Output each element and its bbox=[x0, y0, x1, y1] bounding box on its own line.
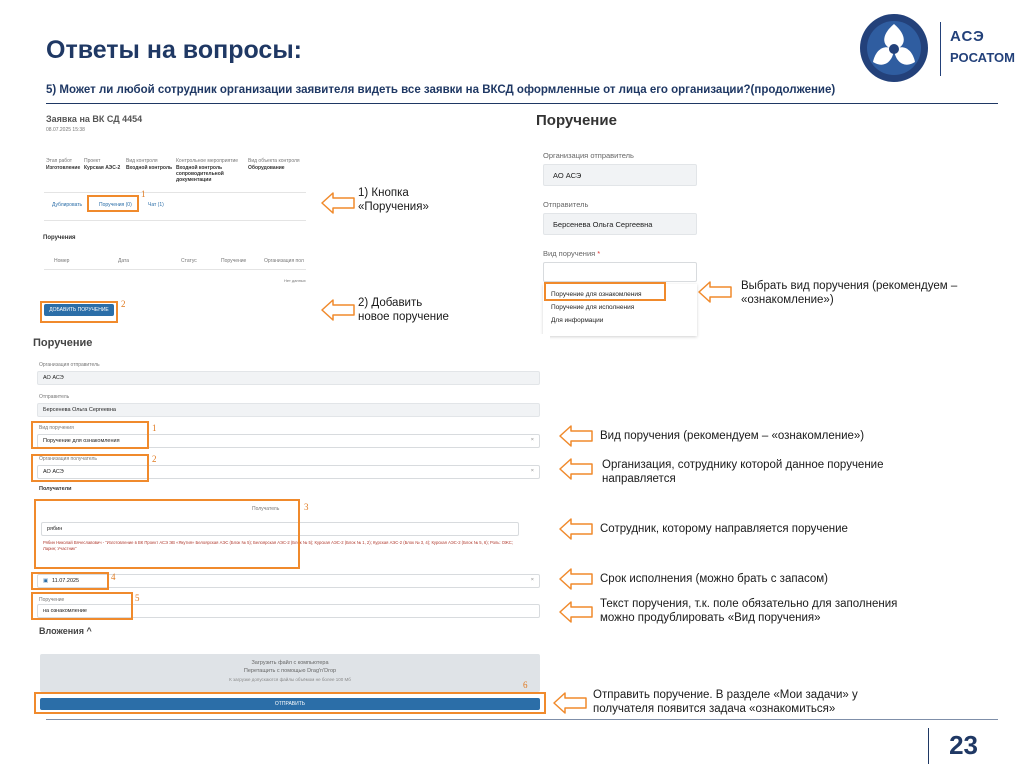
marker-form-6: 6 bbox=[523, 680, 528, 690]
highlight-receiver bbox=[34, 499, 300, 569]
val-event: Входной контроль сопроводительной документации bbox=[176, 165, 224, 183]
request-screenshot bbox=[38, 108, 310, 326]
form-instruction-label: Поручение bbox=[39, 597, 65, 603]
form-receivers-label: Получатели bbox=[39, 486, 72, 492]
val-control: Входной контроль bbox=[126, 165, 173, 171]
note-line: можно продублировать «Вид поручения» bbox=[600, 612, 821, 624]
form-attachments-label[interactable] bbox=[39, 626, 92, 636]
marker-form-1: 1 bbox=[152, 423, 157, 433]
slide-subtitle: 5) Может ли любой сотрудник организации заявителя видеть все заявки на ВКСД оформленные от лица его организации?(продолжение) bbox=[46, 84, 836, 96]
calendar-icon[interactable]: ▣ bbox=[43, 578, 49, 584]
val-object: Оборудование bbox=[248, 165, 285, 171]
form-sender-label: Отправитель bbox=[39, 394, 70, 400]
dialog-title: Поручение bbox=[536, 112, 617, 129]
logo-line1: АСЭ bbox=[950, 28, 985, 45]
note-add-assignment bbox=[358, 296, 449, 324]
note-assignments-button bbox=[358, 186, 429, 214]
col-event: Контрольное мероприятие bbox=[176, 158, 239, 164]
type-label-text: Вид поручения bbox=[543, 249, 596, 258]
org-sender-value: АО АСЭ bbox=[553, 171, 582, 180]
header-divider bbox=[46, 103, 998, 104]
request-title: Заявка на ВК СД 4454 bbox=[46, 114, 143, 124]
form-type-value: Поручение для ознакомления bbox=[43, 438, 120, 444]
form-org-sender-label: Организация отправитель bbox=[39, 362, 100, 368]
footer-divider bbox=[46, 719, 998, 720]
note-employee: Сотрудник, которому направляется поручение bbox=[600, 523, 848, 535]
form-sender-field bbox=[37, 403, 540, 417]
page-number: 23 bbox=[949, 730, 978, 760]
note-line: получателя появится задача «ознакомиться» bbox=[593, 703, 836, 715]
note-line: Текст поручения, т.к. поле обязательно для заполнения bbox=[600, 598, 898, 610]
sender-field bbox=[543, 213, 697, 235]
type-label: Вид поручения * bbox=[543, 249, 601, 258]
clear-icon[interactable]: × bbox=[530, 468, 534, 474]
note-line: Организация, сотруднику которой данное поручение bbox=[602, 459, 884, 471]
col-object: Вид объекта контроля bbox=[248, 158, 300, 164]
th-status: Статус bbox=[181, 258, 197, 264]
request-date: 08.07.2025 15:38 bbox=[46, 127, 85, 133]
form-receiver-label: Получатель bbox=[252, 506, 280, 512]
arrow-left-icon bbox=[559, 425, 593, 447]
assignment-dialog-screenshot bbox=[530, 108, 697, 336]
note-line: 1) Кнопка bbox=[358, 187, 409, 199]
highlight-instruction bbox=[31, 592, 133, 620]
form-title: Поручение bbox=[33, 337, 93, 349]
note-choose-type bbox=[741, 279, 957, 307]
form-type-label: Вид поручения bbox=[39, 425, 74, 431]
form-org-sender-field bbox=[37, 371, 540, 385]
note-line: Отправить поручение. В разделе «Мои задачи» у bbox=[593, 689, 858, 701]
send-button[interactable]: ОТПРАВИТЬ bbox=[40, 698, 540, 710]
highlight-type bbox=[31, 421, 149, 449]
assignments-section: Поручения bbox=[43, 235, 76, 241]
marker-form-5: 5 bbox=[135, 593, 140, 603]
org-sender-label: Организация отправитель bbox=[543, 151, 634, 160]
chevron-up-icon: ^ bbox=[83, 626, 92, 636]
marker-1: 1 bbox=[141, 189, 146, 199]
org-sender-field bbox=[543, 164, 697, 186]
sender-value: Берсенева Ольга Сергеевна bbox=[553, 220, 653, 229]
marker-2: 2 bbox=[121, 299, 126, 309]
marker-form-2: 2 bbox=[152, 454, 157, 464]
form-org-sender-value: АО АСЭ bbox=[43, 375, 64, 381]
note-line: «Поручения» bbox=[358, 201, 429, 213]
th-date: Дата bbox=[118, 258, 130, 264]
sender-label: Отправитель bbox=[543, 200, 589, 209]
arrow-left-icon bbox=[553, 692, 587, 714]
attachments-text: Вложения bbox=[39, 626, 84, 636]
highlight-send bbox=[34, 692, 546, 714]
arrow-left-icon bbox=[559, 458, 593, 480]
note-line: «ознакомление») bbox=[741, 294, 834, 306]
logo-line2: РОСАТОМ bbox=[950, 50, 1015, 65]
arrow-left-icon bbox=[321, 192, 355, 214]
form-org-receiver-label: Организация получатель bbox=[39, 456, 97, 462]
note-line: направляется bbox=[602, 473, 676, 485]
note-send bbox=[593, 688, 858, 716]
clear-icon[interactable]: × bbox=[530, 437, 534, 443]
form-instruction-value: на ознакомление bbox=[43, 608, 87, 614]
table-header bbox=[44, 250, 306, 270]
form-date-value: 11.07.2025 bbox=[52, 578, 80, 584]
logo-divider bbox=[940, 22, 941, 76]
note-line: Выбрать вид поручения (рекомендуем – bbox=[741, 280, 958, 292]
option-info[interactable]: Для информации bbox=[551, 317, 604, 324]
highlight-org-receiver bbox=[31, 454, 149, 482]
form-sender-value: Берсенева Ольга Сергеевна bbox=[43, 407, 116, 413]
company-logo bbox=[858, 12, 1018, 84]
col-project: Проект bbox=[84, 158, 101, 164]
empty-note: Нет данных bbox=[284, 278, 306, 283]
divider bbox=[44, 192, 306, 193]
arrow-left-icon bbox=[321, 299, 355, 321]
arrow-left-icon bbox=[559, 601, 593, 623]
upload-line3: К загрузке допускаются файлы объёмом не более 100 Мб bbox=[229, 677, 351, 682]
col-stage: Этап работ bbox=[46, 158, 73, 164]
divider bbox=[44, 220, 306, 221]
option-acquaint[interactable]: Поручение для ознакомления bbox=[551, 291, 642, 298]
th-assignment: Поручение bbox=[221, 258, 247, 264]
receiver-result[interactable]: Рябин Николай Вячеславович - "Изготовление в ВК Проект АСЭ ЭВ «Якутия» Белоярская АЭС (Блок № 5); Белоярская АЭС-2 (Блок № 5); Курская АЭС-2 (Блок № 1, 2); Курская АЭС-2 (Блок № 3, 4); Курская АЭС-2 (Блок № 5, 6); Роль: ОЖС; Ларин; Участник" bbox=[43, 540, 513, 551]
note-deadline: Срок исполнения (можно брать с запасом) bbox=[600, 573, 828, 585]
marker-form-4: 4 bbox=[111, 572, 116, 582]
link-assignments[interactable]: Поручения (0) bbox=[99, 202, 132, 208]
option-execute[interactable]: Поручение для исполнения bbox=[551, 304, 635, 311]
highlight-assignments-link bbox=[87, 195, 139, 212]
note-line: 2) Добавить bbox=[358, 297, 423, 309]
type-select[interactable] bbox=[543, 262, 697, 282]
footer-vertical-divider bbox=[928, 728, 929, 764]
highlight-option-acquaint bbox=[544, 282, 666, 301]
highlight-date bbox=[31, 572, 109, 590]
th-org: Организация пол bbox=[264, 258, 304, 264]
add-assignment-button[interactable]: ДОБАВИТЬ ПОРУЧЕНИЕ bbox=[44, 304, 114, 316]
note-instruction-text bbox=[600, 597, 897, 625]
form-receiver-search-value: рябин bbox=[47, 526, 63, 532]
link-duplicate[interactable]: Дублировать bbox=[52, 202, 83, 208]
link-chat[interactable]: Чат (1) bbox=[148, 202, 164, 208]
upload-line2: Перетащить с помощью Drag'n'Drop bbox=[243, 668, 337, 674]
upload-line1: Загрузить файл с компьютера bbox=[251, 660, 329, 666]
note-organization bbox=[602, 458, 884, 486]
val-project: Курская АЭС-2 bbox=[84, 165, 121, 171]
col-control: Вид контроля bbox=[126, 158, 158, 164]
arrow-left-icon bbox=[698, 281, 732, 303]
th-number: Номер bbox=[54, 258, 70, 264]
arrow-left-icon bbox=[559, 518, 593, 540]
upload-area[interactable] bbox=[40, 654, 540, 692]
marker-form-3: 3 bbox=[304, 502, 309, 512]
form-org-receiver-value: АО АСЭ bbox=[43, 469, 64, 475]
slide-title: Ответы на вопросы: bbox=[46, 36, 302, 64]
note-line: новое поручение bbox=[358, 311, 449, 323]
note-type: Вид поручения (рекомендуем – «ознакомление») bbox=[600, 430, 865, 442]
highlight-add-button bbox=[40, 301, 118, 323]
atom-logo-icon bbox=[858, 12, 930, 84]
clear-icon[interactable]: × bbox=[530, 577, 534, 583]
arrow-left-icon bbox=[559, 568, 593, 590]
val-stage: Изготовление bbox=[46, 165, 81, 171]
